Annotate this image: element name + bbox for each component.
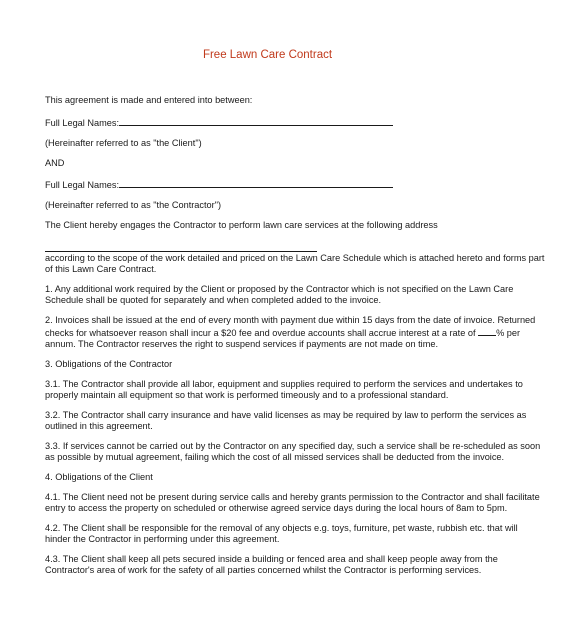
- clause-3-2: 3.2. The Contractor shall carry insurance and have valid licenses as may be required by law to perform the services as outlined in this agreement.: [45, 410, 527, 431]
- clause-4-2: 4.2. The Client shall be responsible for the removal of any objects e.g. toys, furniture, pet waste, rubbish etc. that will hinder the Contractor in performing under this agreement.: [45, 523, 518, 544]
- client-names-label: Full Legal Names:: [45, 118, 120, 128]
- contractor-names-label: Full Legal Names:: [45, 180, 120, 190]
- scope-text: according to the scope of the work detailed and priced on the Lawn Care Schedule which is attached hereto and forms part of this Lawn Care Contract.: [45, 253, 545, 274]
- engages-text: The Client hereby engages the Contractor to perform lawn care services at the following address: [45, 220, 438, 230]
- intro-text: This agreement is made and entered into between:: [45, 95, 253, 105]
- contractor-names-blank[interactable]: [119, 178, 393, 188]
- clause-2-text-b: % per annum. The Contractor reserves the right to suspend services if payments are not made on time.: [45, 328, 521, 349]
- interest-rate-blank[interactable]: [478, 326, 496, 336]
- client-reference: (Hereinafter referred to as "the Client"): [45, 138, 202, 148]
- clause-4-1: 4.1. The Client need not be present during service calls and hereby grants permission to the Contractor and shall facilitate entry to access the property on scheduled or otherwise agreed service days during the local hours of 8am to 5pm.: [45, 492, 540, 513]
- address-blank[interactable]: [45, 251, 317, 252]
- clause-4-3: 4.3. The Client shall keep all pets secured inside a building or fenced area and shall keep people away from the Contractor's area of work for the safety of all parties concerned whilst the Contractor is performing services.: [45, 554, 498, 575]
- clause-3-1: 3.1. The Contractor shall provide all labor, equipment and supplies required to perform the services and undertakes to properly maintain all equipment so that work is performed timeously and to a professional standard.: [45, 379, 523, 400]
- clause-1: 1. Any additional work required by the Client or proposed by the Contractor which is not specified on the Lawn Care Schedule shall be quoted for separately and when completed added to the invoice.: [45, 284, 514, 305]
- and-text: AND: [45, 158, 65, 168]
- document-body: [45, 95, 545, 576]
- contractor-reference: (Hereinafter referred to as "the Contractor"): [45, 200, 222, 210]
- contractor-names-row: [45, 178, 545, 191]
- heading-client-obligations: 4. Obligations of the Client: [45, 472, 153, 482]
- clause-2: [45, 315, 545, 350]
- clause-2-text-a: 2. Invoices shall be issued at the end of every month with payment due within 15 days from the date of invoice. Returned checks for whatsoever reason shall incur a $20 fee and overdue accounts shall accrue interest at a rate of: [45, 315, 536, 338]
- client-names-blank[interactable]: [119, 116, 393, 126]
- clause-3-3: 3.3. If services cannot be carried out by the Contractor on any specified day, such a service shall be re-scheduled as soon as possible by mutual agreement, failing which the cost of all missed services shall be deducted from the invoice.: [45, 441, 541, 462]
- document-title: Free Lawn Care Contract: [202, 49, 333, 61]
- heading-contractor-obligations: 3. Obligations of the Contractor: [45, 359, 173, 369]
- client-names-row: [45, 116, 545, 129]
